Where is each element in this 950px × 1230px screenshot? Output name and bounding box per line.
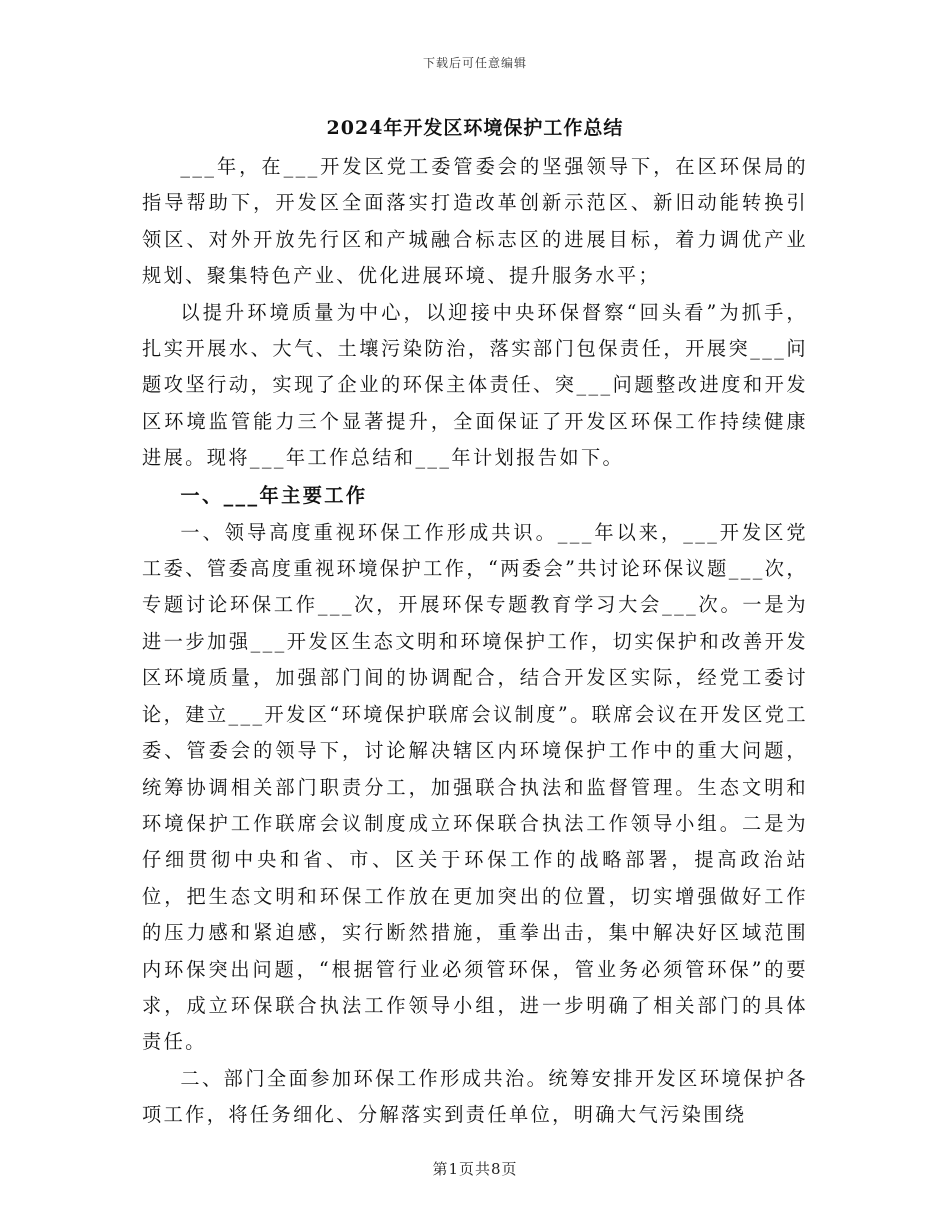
page-footer-number: 第1页共8页: [432, 1160, 518, 1178]
intro-paragraph-2: 以提升环境质量为中心，以迎接中央环保督察“回头看”为抓手，扎实开展水、大气、土壤污染防治，落实部门包保责任，开展突___问题攻坚行动，实现了企业的环保主体责任、突___问题整改进度和开发区环境监管能力三个显著提升，全面保证了开发区环保工作持续健康进展。现将___年工作总结和___年计划报告如下。: [142, 300, 808, 470]
section-heading: 一、___年主要工作: [180, 483, 368, 507]
document-title: 2024年开发区环境保护工作总结: [326, 117, 624, 139]
section-paragraph-2: 二、部门全面参加环保工作形成共治。统筹安排开发区环境保护各项工作，将任务细化、分解落实到责任单位，明确大气污染围绕: [142, 1066, 808, 1127]
intro-paragraph-1: ___年，在___开发区党工委管委会的坚强领导下，在区环保局的指导帮助下，开发区全面落实打造改革创新示范区、新旧动能转换引领区、对外开放先行区和产城融合标志区的进展目标，着力调优产业规划、聚集特色产业、优化进展环境、提升服务水平；: [142, 155, 808, 288]
document-body: [142, 110, 808, 1134]
page-header-note: 下载后可任意编辑: [422, 56, 527, 70]
section-paragraph-1: 一、领导高度重视环保工作形成共识。___年以来，___开发区党工委、管委高度重视环境保护工作，“两委会”共讨论环保议题___次，专题讨论环保工作___次，开展环保专题教育学习大会___次。一是为进一步加强___开发区生态文明和环境保护工作，切实保护和改善开发区环境质量，加强部门间的协调配合，结合开发区实际，经党工委讨论，建立___开发区“环境保护联席会议制度”。联席会议在开发区党工委、管委会的领导下，讨论解决辖区内环境保护工作中的重大问题，统筹协调相关部门职责分工，加强联合执法和监督管理。生态文明和环境保护工作联席会议制度成立环保联合执法工作领导小组。二是为仔细贯彻中央和省、市、区关于环保工作的战略部署，提高政治站位，把生态文明和环保工作放在更加突出的位置，切实增强做好工作的压力感和紧迫感，实行断然措施，重拳出击，集中解决好区域范围内环保突出问题，“根据管行业必须管环保，管业务必须管环保”的要求，成立环保联合执法工作领导小组，进一步明确了相关部门的具体责任。: [142, 520, 808, 1054]
